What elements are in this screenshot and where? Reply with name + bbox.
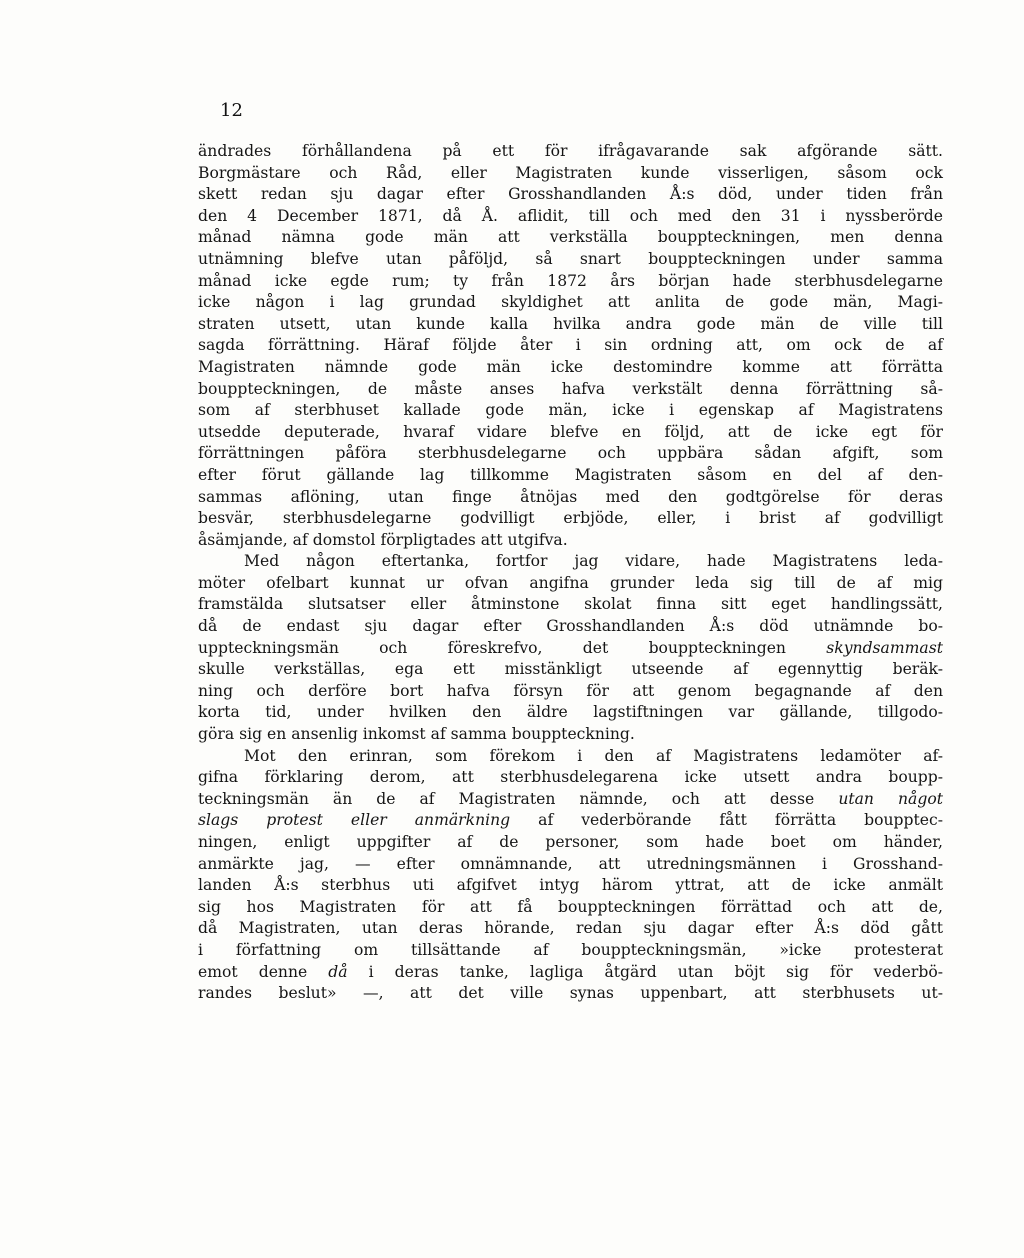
text-line (198, 616, 943, 638)
text-line (198, 465, 943, 487)
page-number: 12 (220, 100, 243, 121)
text-line (198, 163, 943, 185)
italic-text: slags protest eller anmärkning (198, 811, 511, 830)
text-segment: emot denne (198, 962, 329, 981)
text-line (198, 832, 943, 854)
text-line (198, 962, 943, 984)
text-segment: uppteckningsmän och föreskrefvo, det bouppteckningen (198, 638, 827, 657)
text-line (198, 810, 943, 832)
text-segment: som af sterbhuset kallade gode män, icke i egenskap af Magistratens (198, 401, 943, 420)
text-segment: bouppteckningen, de måste anses hafva verkstält denna förrättning så- (198, 379, 943, 398)
text-line (198, 357, 943, 379)
text-line (198, 379, 943, 401)
text-line (198, 789, 943, 811)
text-segment: skett redan sju dagar efter Grosshandlanden Å:s död, under tiden från (198, 185, 943, 204)
text-segment: Magistraten nämnde gode män icke destomindre komme att förrätta (198, 357, 943, 376)
text-line (198, 422, 943, 444)
text-line (198, 530, 943, 552)
text-segment: månad icke egde rum; ty från 1872 års början hade sterbhusdelegarne (198, 271, 943, 290)
text-segment: efter förut gällande lag tillkomme Magistraten såsom en del af den- (198, 465, 943, 484)
text-line (198, 940, 943, 962)
body-text (198, 141, 943, 1005)
text-segment: Med någon eftertanka, fortfor jag vidare, hade Magistratens leda- (244, 552, 943, 571)
text-segment: utsedde deputerade, hvaraf vidare blefve en följd, att de icke egt för (198, 422, 943, 441)
text-segment: då Magistraten, utan deras hörande, redan sju dagar efter Å:s död gått (198, 919, 943, 938)
text-line (198, 724, 943, 746)
text-segment: då de endast sju dagar efter Grosshandlanden Å:s död utnämnde bo- (198, 617, 943, 636)
text-segment: Borgmästare och Råd, eller Magistraten kunde visserligen, såsom ock (198, 163, 943, 182)
text-segment: teckningsmän än de af Magistraten nämnde, och att desse (198, 789, 839, 808)
text-segment: anmärkte jag, — efter omnämnande, att utredningsmännen i Grosshand- (198, 854, 943, 873)
text-line (198, 400, 943, 422)
text-segment: sig hos Magistraten för att få bouppteckningen förrättad och att de, (198, 897, 943, 916)
text-segment: gifna förklaring derom, att sterbhusdelegarena icke utsett andra boupp- (198, 768, 943, 787)
text-segment: landen Å:s sterbhus uti afgifvet intyg härom yttrat, att de icke anmält (198, 876, 943, 895)
text-segment: i författning om tillsättande af bouppteckningsmän, »icke protesterat (198, 940, 943, 959)
text-segment: skulle verkställas, ega ett misstänkligt utseende af egennyttig beräk- (198, 660, 943, 679)
italic-text: skyndsammast (826, 638, 943, 657)
text-segment: ningen, enligt uppgifter af de personer, som hade boet om händer, (198, 833, 943, 851)
text-line (198, 746, 943, 768)
text-segment: framstälda slutsatser eller åtminstone skolat finna sitt eget handlingssätt, (198, 595, 943, 614)
text-line (198, 443, 943, 465)
text-segment: förrättningen påföra sterbhusdelegarne och uppbära sådan afgift, som (198, 444, 943, 463)
text-segment: möter ofelbart kunnat ur ofvan angifna grunder leda sig till de af mig (198, 573, 943, 592)
text-line (198, 271, 943, 293)
text-segment: straten utsett, utan kunde kalla hvilka andra gode män de ville till (198, 314, 943, 333)
text-segment: göra sig en ansenlig inkomst af samma bouppteckning. (198, 725, 635, 744)
text-line (198, 702, 943, 724)
text-segment: åsämjande, af domstol förpligtades att utgifva. (198, 530, 568, 549)
text-segment: utnämning blefve utan påföljd, så snart bouppteckningen under samma (198, 249, 943, 268)
text-line (198, 487, 943, 509)
italic-text: utan något (838, 789, 943, 808)
text-segment: besvär, sterbhusdelegarne godvilligt erbjöde, eller, i brist af godvilligt (198, 509, 943, 528)
text-segment: den 4 December 1871, då Å. aflidit, till och med den 31 i nyssberörde (198, 206, 943, 225)
italic-text: då (328, 962, 348, 981)
text-segment: ning och derföre bort hafva försyn för att genom begagnande af den (198, 681, 943, 700)
text-line (198, 314, 943, 336)
text-line (198, 184, 943, 206)
text-segment: icke någon i lag grundad skyldighet att anlita de gode män, Magi- (198, 293, 943, 312)
text-line (198, 594, 943, 616)
text-line (198, 227, 943, 249)
text-line (198, 141, 943, 163)
text-line (198, 983, 943, 1005)
text-line (198, 897, 943, 919)
text-line (198, 854, 943, 876)
text-segment: af vederbörande fått förrätta boupptec- (510, 811, 944, 830)
text-line (198, 767, 943, 789)
text-segment: randes beslut» —, att det ville synas uppenbart, att sterbhusets ut- (198, 984, 943, 1003)
text-line (198, 681, 943, 703)
text-line (198, 551, 943, 573)
text-segment: månad nämna gode män att verkställa bouppteckningen, men denna (198, 228, 943, 247)
text-segment: korta tid, under hvilken den äldre lagstiftningen var gällande, tillgodo- (198, 703, 943, 722)
text-line (198, 659, 943, 681)
text-segment: ändrades förhållandena på ett för ifrågavarande sak afgörande sätt. (198, 142, 943, 160)
text-line (198, 249, 943, 271)
text-line (198, 875, 943, 897)
text-line (198, 918, 943, 940)
text-line (198, 335, 943, 357)
text-line (198, 573, 943, 595)
text-line (198, 638, 943, 660)
text-line (198, 508, 943, 530)
text-segment: i deras tanke, lagliga åtgärd utan böjt sig för vederbö- (347, 962, 944, 981)
text-segment: Mot den erinran, som förekom i den af Magistratens ledamöter af- (244, 746, 943, 765)
text-line (198, 206, 943, 228)
text-segment: sagda förrättning. Häraf följde åter i sin ordning att, om ock de af (198, 336, 943, 355)
text-segment: sammas aflöning, utan finge åtnöjas med den godtgörelse för deras (198, 487, 943, 506)
text-line (198, 292, 943, 314)
